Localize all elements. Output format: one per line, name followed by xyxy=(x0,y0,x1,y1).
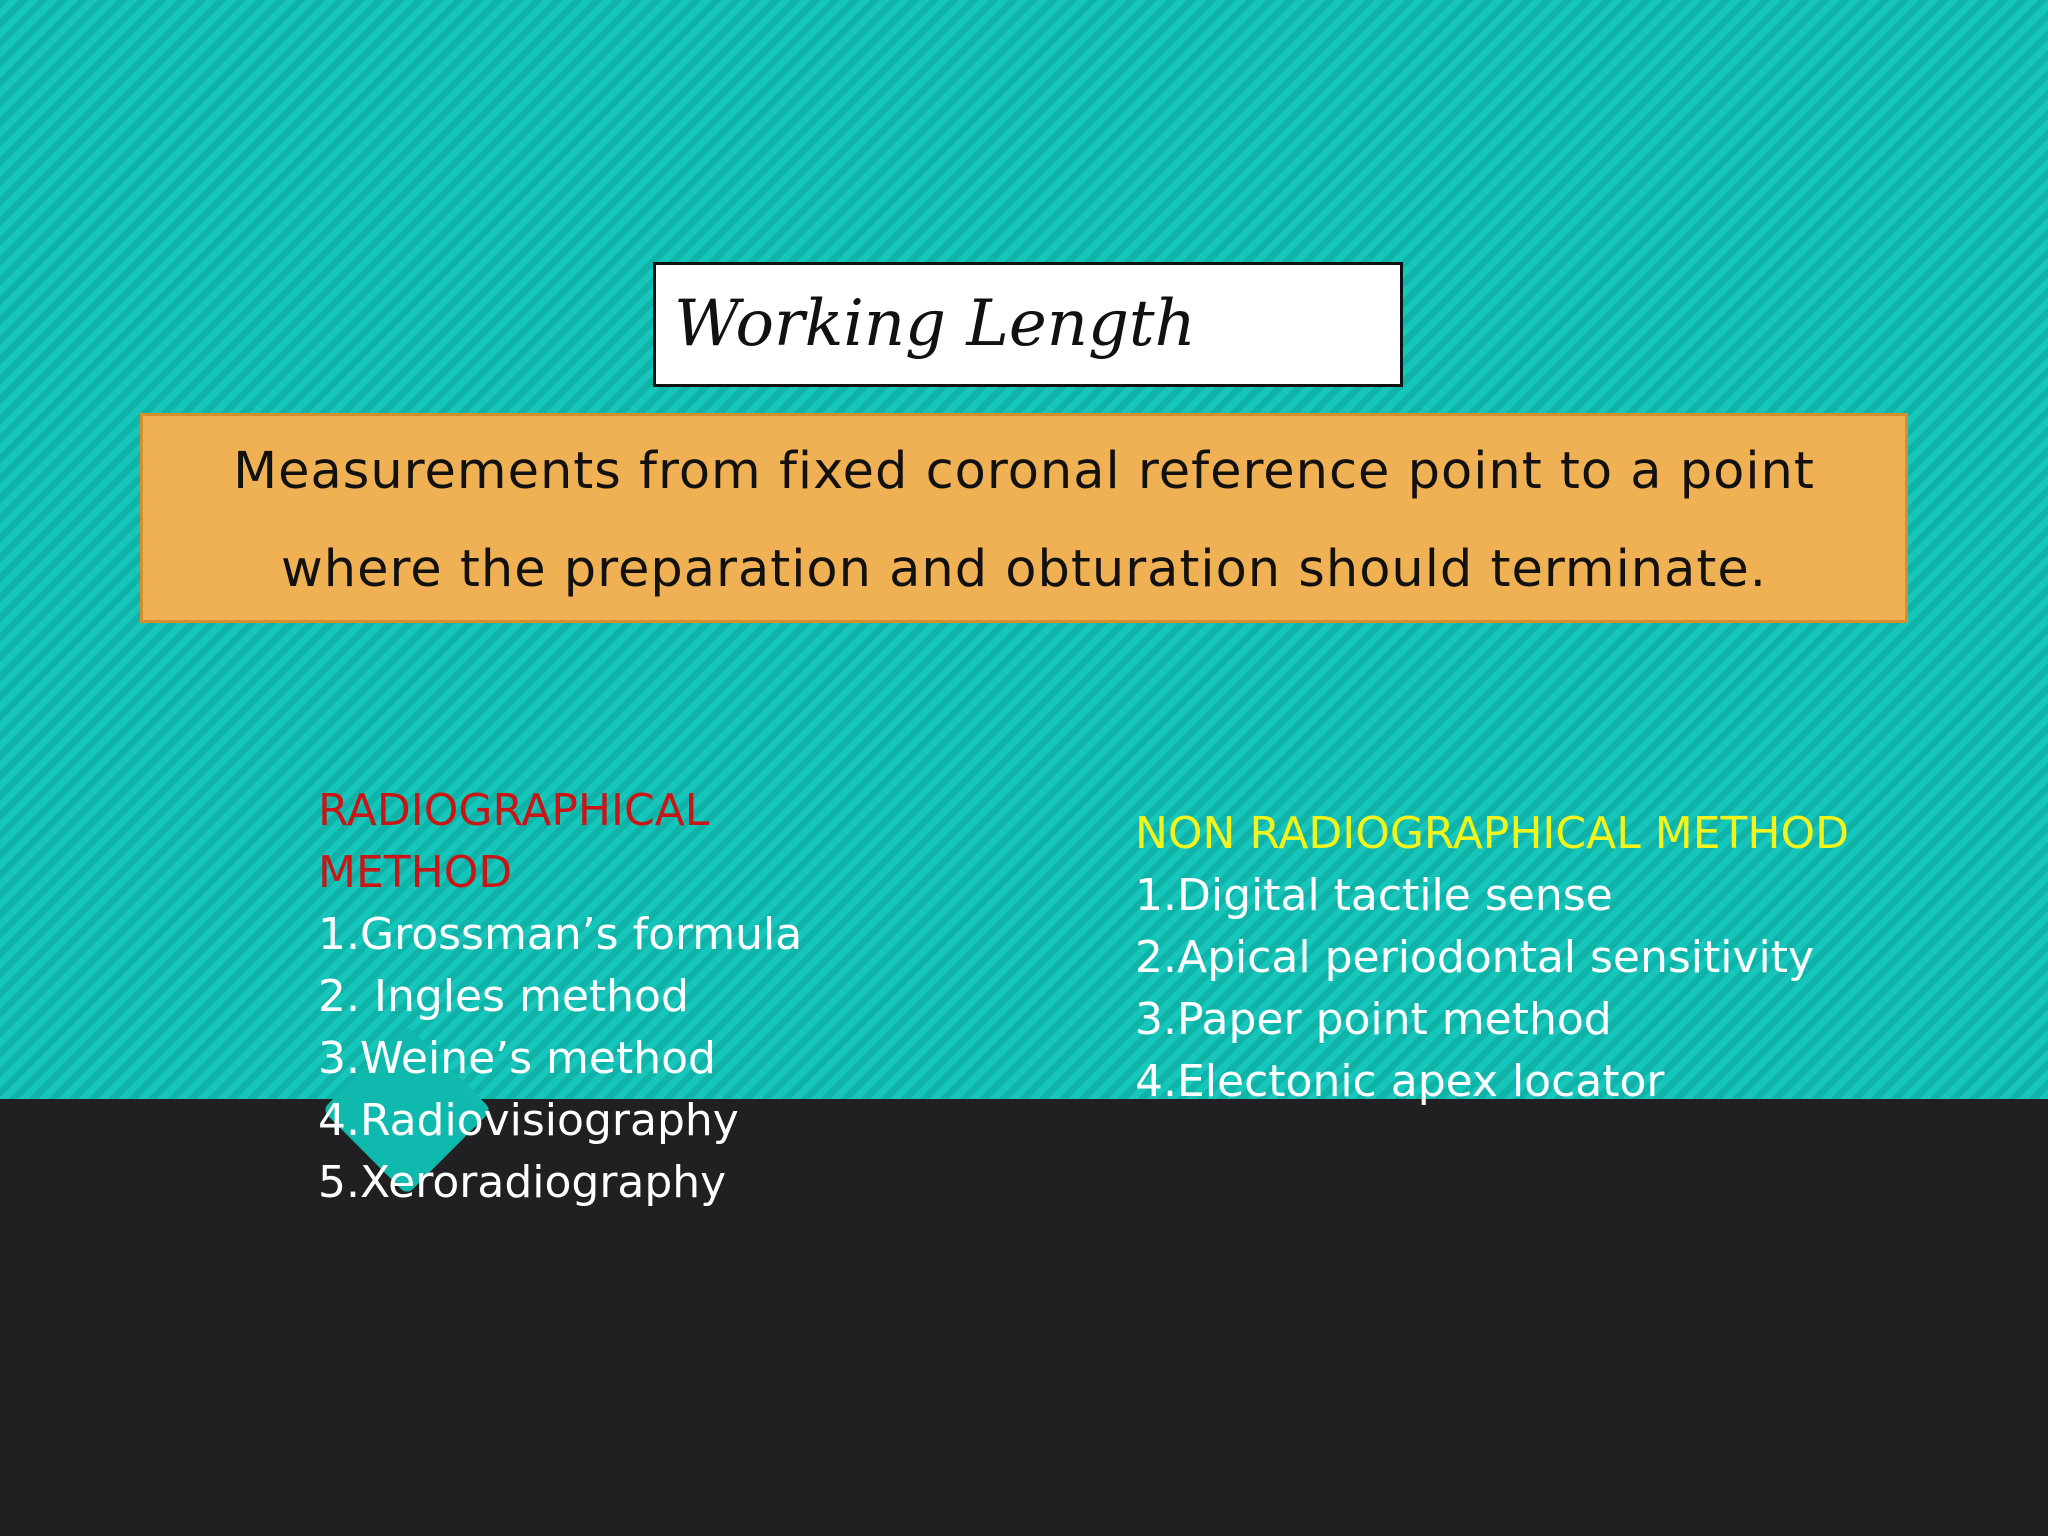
definition-line-1: Measurements from fixed coronal reference point to a point xyxy=(233,442,1815,501)
list-item: 2. Ingles method xyxy=(318,971,689,1022)
list-item: 1.Digital tactile sense xyxy=(1135,870,1613,921)
list-item: 2.Apical periodontal sensitivity xyxy=(1135,932,1815,983)
title-box xyxy=(653,262,1403,387)
list-item: 4.Radiovisiography xyxy=(318,1095,739,1146)
list-item: 3.Paper point method xyxy=(1135,994,1612,1045)
list-item: 5.Xeroradiography xyxy=(318,1157,727,1208)
list-item: 1.Grossman’s formula xyxy=(318,909,803,960)
radiographical-heading-line-2: METHOD xyxy=(318,847,513,898)
non-radiographical-heading: NON RADIOGRAPHICAL METHOD xyxy=(1135,808,1849,859)
radiographical-heading-line-1: RADIOGRAPHICAL xyxy=(318,785,710,836)
non-radiographical-method-list xyxy=(1135,803,1849,1113)
list-item: 4.Electonic apex locator xyxy=(1135,1056,1665,1107)
definition-box xyxy=(140,413,1908,623)
definition-line-2: where the preparation and obturation should terminate. xyxy=(281,540,1767,599)
slide-title: Working Length xyxy=(674,287,1196,361)
list-item: 3.Weine’s method xyxy=(318,1033,716,1084)
radiographical-method-list xyxy=(318,780,802,1214)
